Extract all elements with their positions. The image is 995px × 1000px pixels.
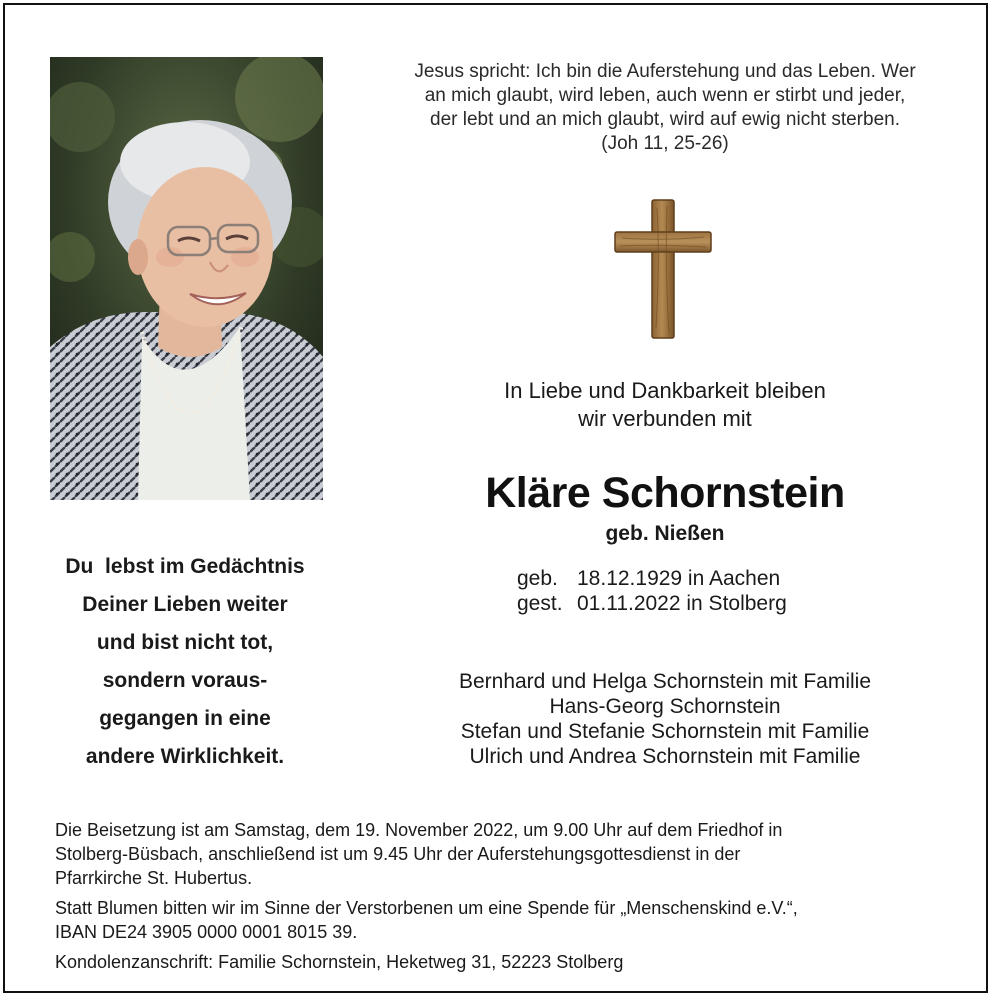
condolence-line: Kondolenzanschrift: Familie Schornstein, Heketweg 31, 52223 Stolberg xyxy=(55,952,624,972)
bible-verse xyxy=(370,60,960,156)
dedication xyxy=(430,377,900,433)
poem-line: sondern voraus- xyxy=(102,669,268,692)
birth-value: 18.12.1929 in Aachen xyxy=(577,567,781,590)
deceased-name: Kläre Schornstein xyxy=(485,469,845,517)
poem-line: gegangen in eine xyxy=(99,707,271,730)
mourner-entry: Ulrich und Andrea Schornstein mit Familie xyxy=(469,745,861,768)
wooden-cross-icon xyxy=(612,198,714,340)
donation-notice xyxy=(55,896,955,944)
death-label: gest. xyxy=(517,592,563,615)
dedication-line: In Liebe und Dankbarkeit bleiben xyxy=(504,378,826,403)
verse-reference: (Joh 11, 25-26) xyxy=(601,133,729,154)
poem-line: Du lebst im Gedächtnis xyxy=(65,555,305,578)
portrait-photo xyxy=(50,57,323,500)
mourner-entry: Hans-Georg Schornstein xyxy=(549,695,781,718)
verse-line: an mich glaubt, wird leben, auch wenn er stirbt und jeder, xyxy=(424,85,906,106)
burial-line: Die Beisetzung ist am Samstag, dem 19. November 2022, um 9.00 Uhr auf dem Friedhof in xyxy=(55,820,783,840)
burial-line: Pfarrkirche St. Hubertus. xyxy=(55,868,253,888)
birth-label: geb. xyxy=(517,567,558,590)
death-row xyxy=(517,591,787,616)
memorial-poem xyxy=(40,548,330,776)
funeral-notices xyxy=(55,818,955,980)
life-dates xyxy=(517,566,787,616)
donation-line: Statt Blumen bitten wir im Sinne der Verstorbenen um eine Spende für „Menschenskind e.V.“, xyxy=(55,898,798,918)
burial-line: Stolberg-Büsbach, anschließend ist um 9.45 Uhr der Auferstehungsgottesdienst in der xyxy=(55,844,741,864)
poem-line: andere Wirklichkeit. xyxy=(85,745,285,768)
poem-line: und bist nicht tot, xyxy=(96,631,274,654)
poem-line: Deiner Lieben weiter xyxy=(82,593,288,616)
death-value: 01.11.2022 in Stolberg xyxy=(577,592,787,615)
verse-line: Jesus spricht: Ich bin die Auferstehung und das Leben. Wer xyxy=(414,61,916,82)
condolence-address xyxy=(55,950,955,974)
mourner-entry: Stefan und Stefanie Schornstein mit Familie xyxy=(460,720,870,743)
burial-notice xyxy=(55,818,955,890)
maiden-name: geb. Nießen xyxy=(605,522,725,545)
verse-line: der lebt und an mich glaubt, wird auf ewig nicht sterben. xyxy=(430,109,900,130)
birth-row xyxy=(517,566,787,591)
donation-line: IBAN DE24 3905 0000 0001 8015 39. xyxy=(55,922,358,942)
mourner-entry: Bernhard und Helga Schornstein mit Familie xyxy=(458,670,872,693)
mourners-list xyxy=(400,669,930,769)
dedication-line: wir verbunden mit xyxy=(578,406,752,431)
